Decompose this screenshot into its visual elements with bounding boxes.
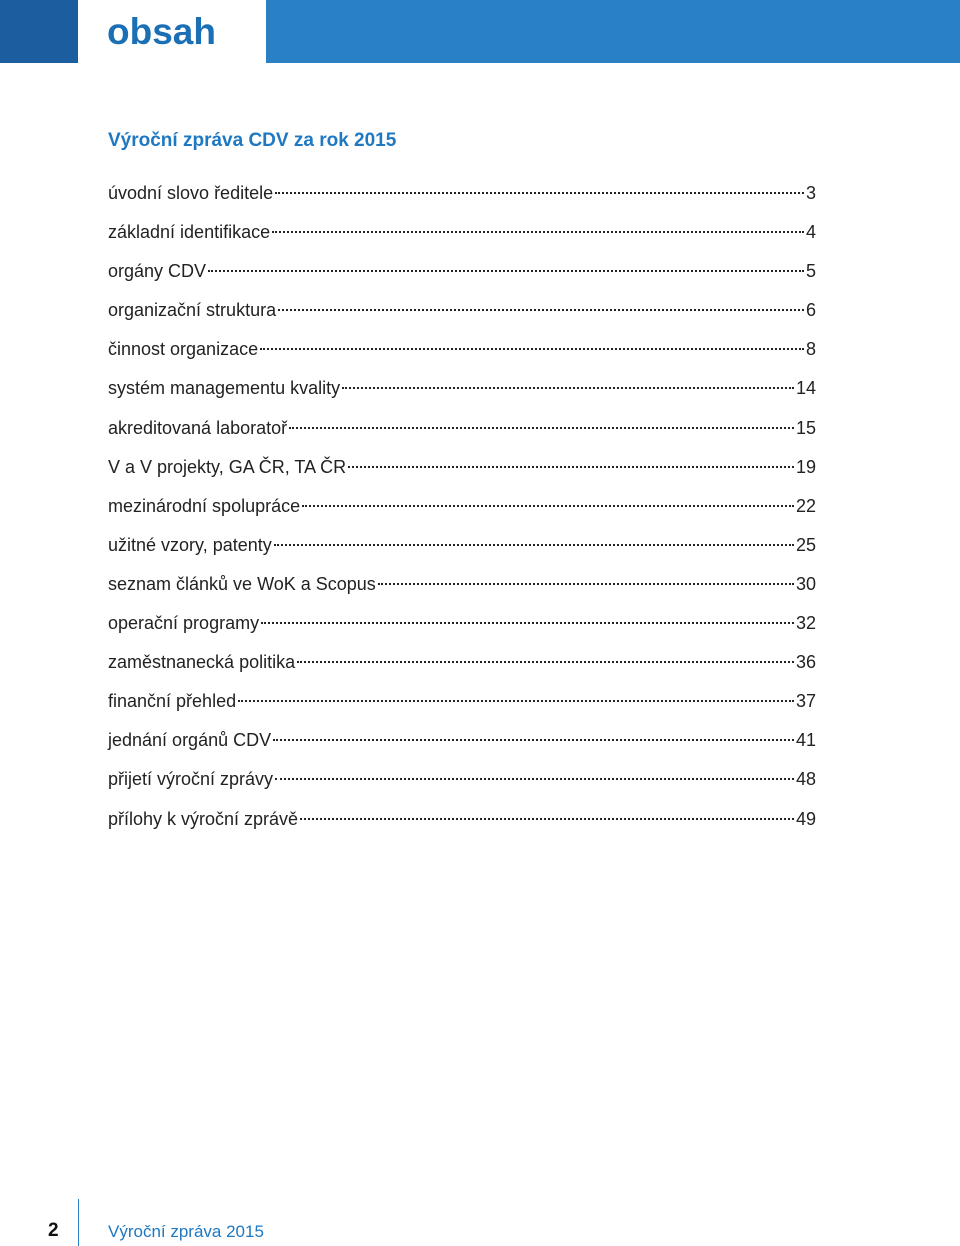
toc-heading: Výroční zpráva CDV za rok 2015: [108, 130, 397, 151]
toc-item[interactable]: [108, 415, 816, 454]
toc-item-page: 19: [795, 456, 816, 477]
toc-item-label: akreditovaná laboratoř: [108, 417, 288, 438]
toc-item-page: 8: [805, 339, 816, 360]
toc-item[interactable]: [108, 297, 816, 336]
toc-item-label: orgány CDV: [108, 261, 207, 282]
toc-item[interactable]: [108, 336, 816, 375]
toc-leader-dots: [300, 818, 794, 820]
toc-item-page: 25: [795, 534, 816, 555]
toc-leader-dots: [273, 739, 794, 741]
toc-item-label: finanční přehled: [108, 691, 237, 712]
toc-item[interactable]: [108, 219, 816, 258]
toc-leader-dots: [342, 387, 794, 389]
toc-item-page: 37: [795, 691, 816, 712]
toc-item-page: 4: [805, 222, 816, 243]
toc-item[interactable]: [108, 727, 816, 766]
toc-item-label: přijetí výroční zprávy: [108, 769, 274, 790]
toc-item[interactable]: [108, 532, 816, 571]
toc-item-page: 22: [795, 495, 816, 516]
toc-item[interactable]: [108, 493, 816, 532]
header-band-left: [0, 0, 78, 63]
toc-leader-dots: [272, 231, 804, 233]
toc-item[interactable]: [108, 258, 816, 297]
toc-item[interactable]: [108, 454, 816, 493]
toc-item[interactable]: [108, 688, 816, 727]
footer-page-number: 2: [48, 1220, 59, 1241]
toc-item[interactable]: [108, 610, 816, 649]
toc-item[interactable]: [108, 375, 816, 414]
toc-item-label: užitné vzory, patenty: [108, 534, 272, 555]
toc-item-label: činnost organizace: [108, 339, 259, 360]
toc-leader-dots: [348, 466, 794, 468]
toc-item-label: základní identifikace: [108, 222, 271, 243]
toc-item[interactable]: [108, 766, 816, 805]
toc-item-page: 3: [805, 183, 816, 203]
toc-leader-dots: [274, 544, 794, 546]
toc-item-label: jednání orgánů CDV: [108, 730, 272, 751]
toc-item[interactable]: [108, 649, 816, 688]
footer-title: Výroční zpráva 2015: [108, 1222, 264, 1241]
page-title: obsah: [107, 11, 216, 52]
toc-item-page: 15: [795, 417, 816, 438]
toc-item-page: 36: [795, 652, 816, 673]
toc-leader-dots: [261, 622, 794, 624]
toc-item[interactable]: [108, 571, 816, 610]
toc-item-label: organizační struktura: [108, 300, 277, 321]
toc-item-page: 5: [805, 261, 816, 282]
toc-leader-dots: [238, 700, 794, 702]
toc-item-label: úvodní slovo ředitele: [108, 183, 274, 203]
header-band-right: [266, 0, 960, 63]
toc-leader-dots: [297, 661, 794, 663]
toc-leader-dots: [275, 778, 794, 780]
toc-leader-dots: [208, 270, 804, 272]
toc-item-page: 41: [795, 730, 816, 751]
toc-item-page: 30: [795, 573, 816, 594]
toc-item[interactable]: [108, 806, 816, 845]
toc-item-label: zaměstnanecká politika: [108, 652, 296, 673]
toc-item-label: operační programy: [108, 613, 260, 634]
toc-item-page: 48: [795, 769, 816, 790]
toc-leader-dots: [278, 309, 804, 311]
toc-leader-dots: [260, 348, 804, 350]
toc-item-page: 6: [805, 300, 816, 321]
toc-item-page: 14: [795, 378, 816, 399]
toc-item[interactable]: [108, 180, 816, 219]
toc-item-page: 49: [795, 808, 816, 829]
toc-item-label: mezinárodní spolupráce: [108, 495, 301, 516]
toc-item-label: systém managementu kvality: [108, 378, 341, 399]
toc-leader-dots: [275, 192, 804, 194]
toc-item-page: 32: [795, 613, 816, 634]
footer-divider: [78, 1199, 79, 1246]
toc-item-label: seznam článků ve WoK a Scopus: [108, 573, 376, 594]
toc-leader-dots: [378, 583, 794, 585]
toc-leader-dots: [302, 505, 794, 507]
toc-leader-dots: [289, 427, 794, 429]
toc-list: [108, 180, 816, 845]
toc-item-label: V a V projekty, GA ČR, TA ČR: [108, 456, 347, 477]
toc-item-label: přílohy k výroční zprávě: [108, 808, 299, 829]
